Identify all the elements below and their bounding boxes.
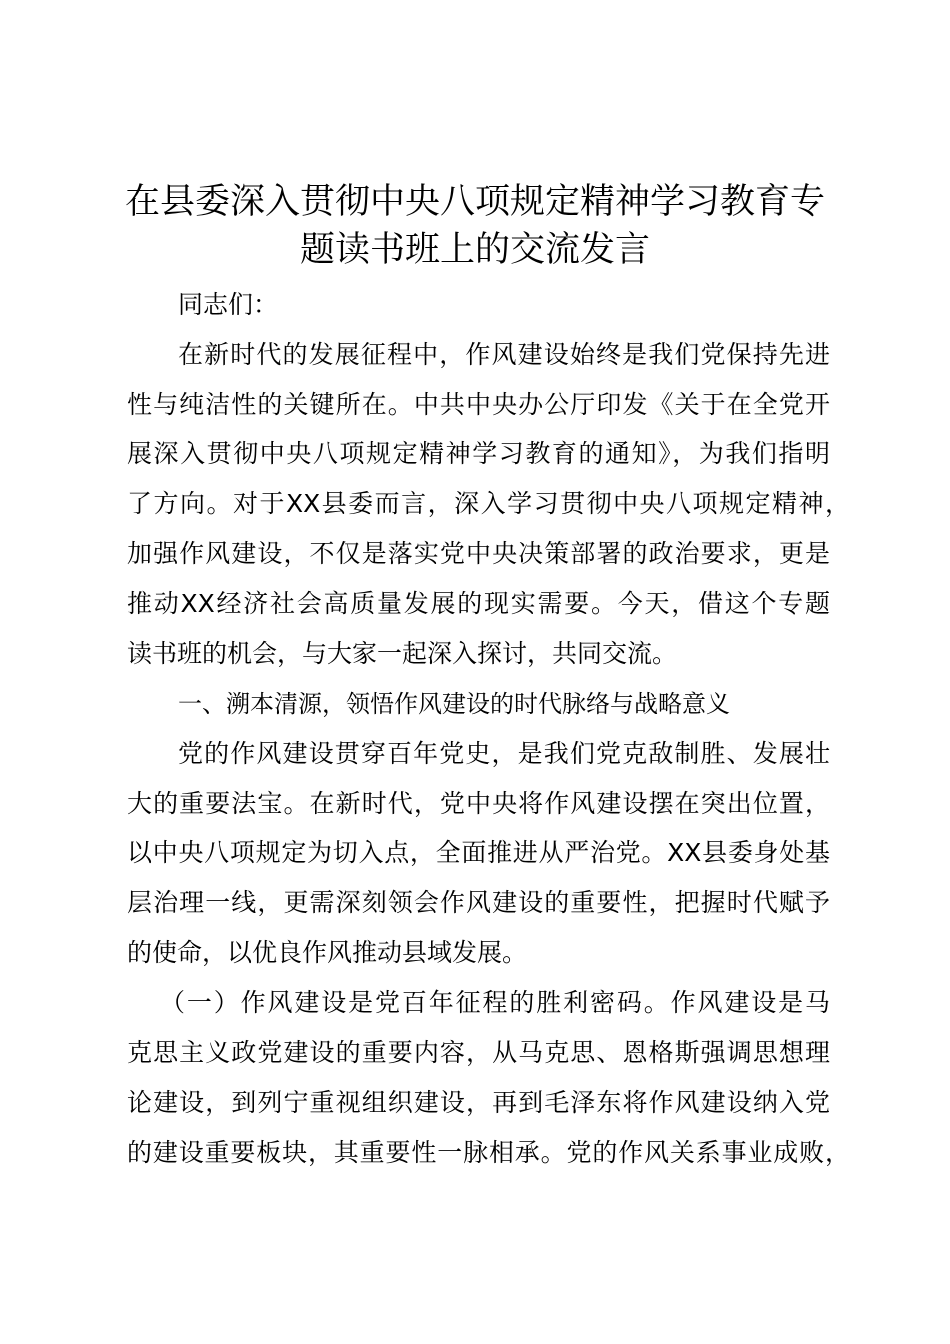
paragraph-line: 加强作风建设，不仅是落实党中央决策部署的政治要求，更是 xyxy=(127,539,830,568)
paragraph-line: 了方向。对于XX县委而言，深入学习贯彻中央八项规定精神， xyxy=(127,489,850,518)
paragraph-line: 层治理一线，更需深刻领会作风建设的重要性，把握时代赋予 xyxy=(127,888,830,917)
title-line-1: 在县委深入贯彻中央八项规定精神学习教育专 xyxy=(124,182,825,222)
paragraph-line: 大的重要法宝。在新时代，党中央将作风建设摆在突出位置， xyxy=(127,789,830,818)
title-line-2: 题读书班上的交流发言 xyxy=(299,230,650,270)
document-title xyxy=(120,178,830,274)
paragraph-line: 在新时代的发展征程中，作风建设始终是我们党保持先进 xyxy=(178,340,830,369)
subsection-first-line: （一）作风建设是党百年征程的胜利密码。作风建设是马 xyxy=(160,988,830,1017)
section-heading: 一、溯本清源，领悟作风建设的时代脉络与战略意义 xyxy=(178,690,730,718)
paragraph-line: 性与纯洁性的关键所在。中共中央办公厅印发《关于在全党开 xyxy=(127,390,830,419)
paragraph-line: 展深入贯彻中央八项规定精神学习教育的通知》，为我们指明 xyxy=(127,439,830,468)
paragraph-line: 推动XX经济社会高质量发展的现实需要。今天，借这个专题 xyxy=(127,589,830,618)
greeting: 同志们： xyxy=(178,290,279,319)
paragraph-line: 党的作风建设贯穿百年党史，是我们党克敌制胜、发展壮 xyxy=(178,739,830,768)
paragraph-line: 的使命，以优良作风推动县域发展。 xyxy=(127,938,528,967)
paragraph-line: 论建设，到列宁重视组织建设，再到毛泽东将作风建设纳入党 xyxy=(127,1088,830,1117)
paragraph-line: 的建设重要板块，其重要性一脉相承。党的作风关系事业成败， xyxy=(127,1138,850,1167)
paragraph-line: 读书班的机会，与大家一起深入探讨，共同交流。 xyxy=(127,639,678,668)
paragraph-line: 以中央八项规定为切入点，全面推进从严治党。XX县委身处基 xyxy=(127,838,830,867)
paragraph-line: 克思主义政党建设的重要内容，从马克思、恩格斯强调思想理 xyxy=(127,1038,830,1067)
